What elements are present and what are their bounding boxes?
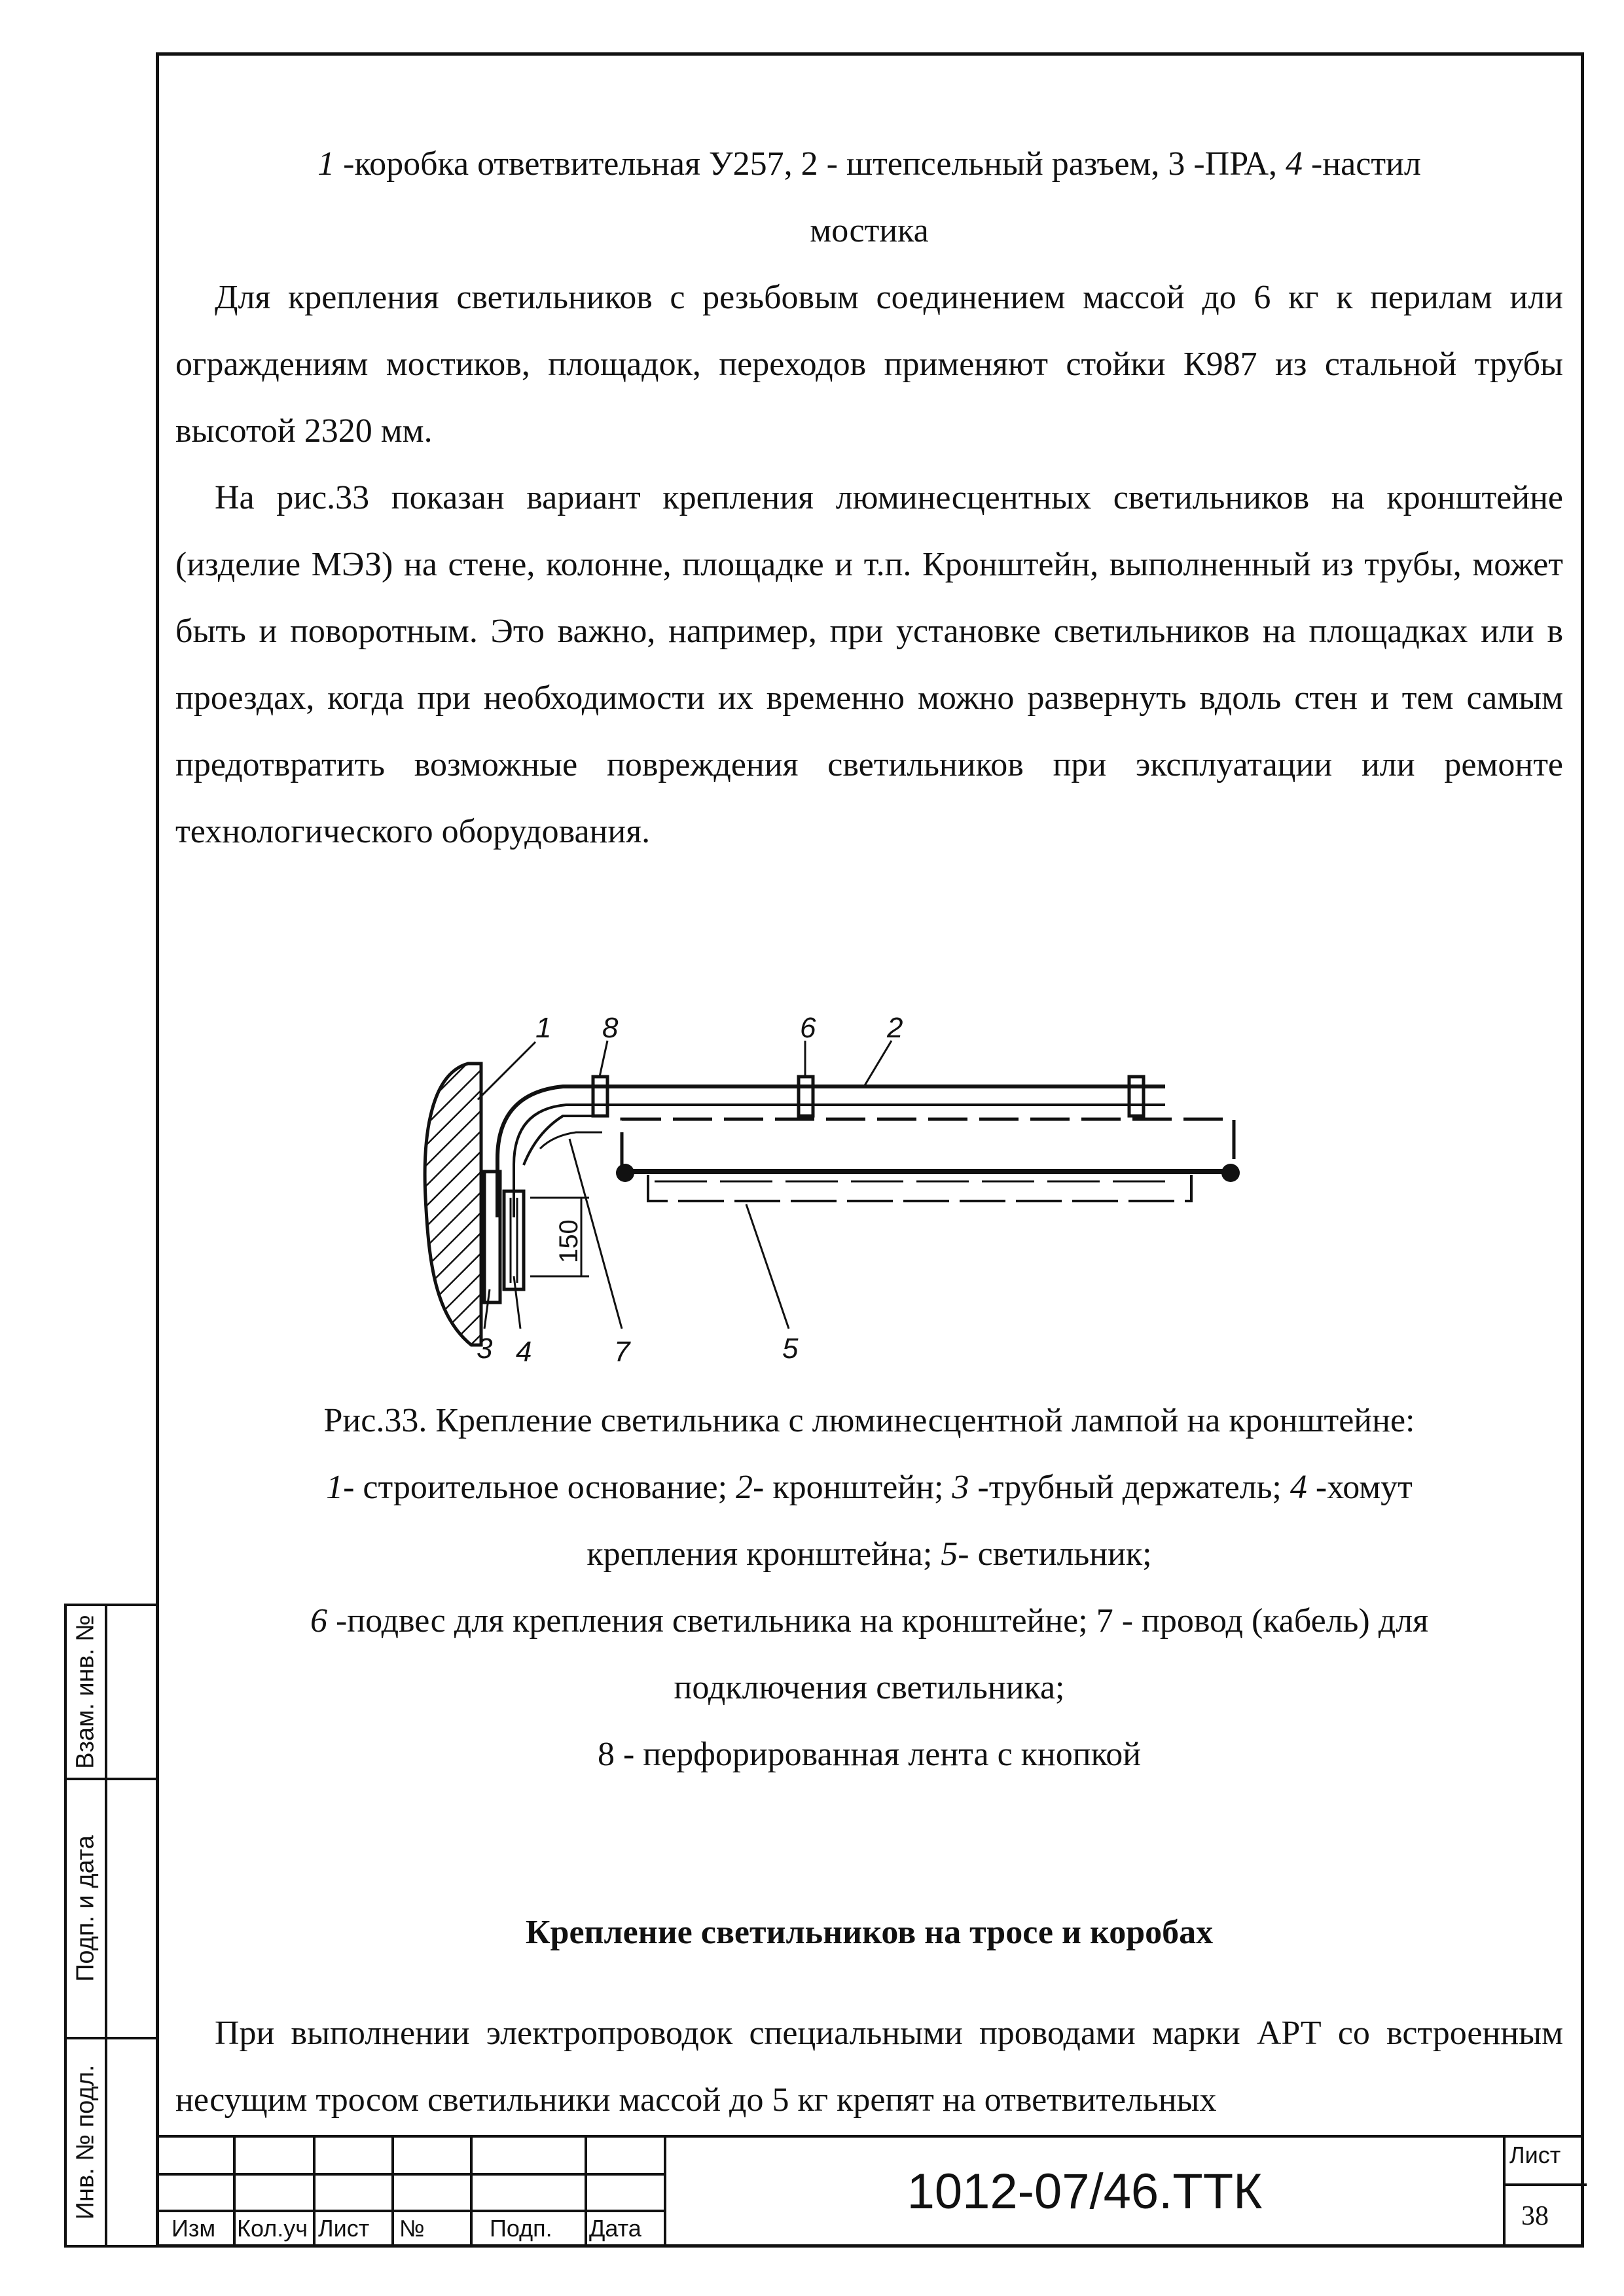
caption-line-2 (175, 1454, 1563, 1521)
legend-top-line-2: мостика (810, 212, 929, 249)
paragraph-1: Для крепления светильников с резьбовым соединением массой до 6 кг к перилам или ограждениям мостиков, площадок, переходов применяют стойки К987 из стальной трубы высотой 2320 мм. (175, 279, 1563, 450)
callout-1: 1 (535, 1012, 552, 1044)
legend-text-1: -коробка ответвительная У257, 2 - штепсельный разъем, 3 -ПРА, (334, 145, 1286, 183)
tb-head-kol: Кол.уч (237, 2215, 308, 2242)
side-label-vzam: Взам. инв. № (71, 1615, 99, 1769)
legend-num-1: 1 (317, 145, 335, 183)
sheet-label: Лист (1509, 2142, 1561, 2168)
callout-7: 7 (614, 1336, 630, 1368)
side-cell-inv (64, 2037, 156, 2248)
caption-num-5: 5 (941, 1535, 958, 1573)
callout-5: 5 (782, 1333, 799, 1365)
tb-head-izm: Изм (171, 2215, 216, 2242)
caption-num-3: 3 (952, 1469, 969, 1506)
caption-text-5: - светильник; (958, 1535, 1152, 1573)
text-body (175, 131, 1563, 865)
section-heading: Крепление светильников на тросе и коробах (525, 1914, 1214, 1951)
caption-num-6: 6 (310, 1602, 327, 1640)
callout-6: 6 (800, 1012, 816, 1044)
tb-head-num: № (399, 2215, 425, 2242)
paragraph-3: При выполнении электропроводок специальными проводами марки АРТ со встроенным несущим тросом светильники массой до 5 кг крепят на ответвительных (175, 2015, 1563, 2119)
tb-head-data: Дата (589, 2215, 641, 2242)
caption-num-1: 1 (326, 1469, 344, 1506)
caption-text-2: - кронштейн; (753, 1469, 952, 1506)
caption-line-6: 8 - перфорированная лента с кнопкой (597, 1736, 1142, 1773)
caption-line-3 (175, 1521, 1563, 1588)
side-label-podp: Подп. и дата (71, 1835, 99, 1982)
lower-section (175, 1865, 1563, 2134)
side-cell-podp (64, 1778, 156, 2039)
sheet-number: 38 (1521, 2201, 1549, 2231)
caption-title: Рис.33. Крепление светильника с люминесцентной лампой на кронштейне: (323, 1402, 1415, 1439)
tb-head-podp: Подп. (490, 2215, 552, 2242)
caption-text-3: -трубный держатель; (969, 1469, 1290, 1506)
tb-head-list: Лист (318, 2215, 370, 2242)
legend-top-line (175, 131, 1563, 198)
caption-num-4: 4 (1290, 1469, 1307, 1506)
legend-num-4: 4 (1286, 145, 1303, 183)
figure-caption (175, 1388, 1563, 1788)
callout-2: 2 (887, 1012, 903, 1044)
dimension-150: 150 (554, 1219, 583, 1263)
callout-4: 4 (516, 1336, 532, 1368)
figure-33-drawing (406, 1001, 1283, 1381)
title-block (156, 2135, 1584, 2248)
document-code: 1012-07/46.ТТК (907, 2163, 1263, 2219)
caption-text-l3: крепления кронштейна; (586, 1535, 941, 1573)
callout-8: 8 (602, 1012, 619, 1044)
caption-line-4 (175, 1588, 1563, 1655)
wall-base (425, 1064, 481, 1345)
luminaire-5 (622, 1119, 1234, 1172)
hanger-6 (799, 1077, 813, 1116)
paragraph-2: На рис.33 показан вариант крепления люминесцентных светильников на кронштейне (изделие МЭЗ) на стене, колонне, площадке и т.п. Кронштейн, выполненный из трубы, может быть и поворотным. Это важно, например, при установке светильников на площадках или в проездах, когда при необходимости их временно можно развернуть вдоль стен и тем самым предотвратить возможные повреждения светильников при эксплуатации или ремонте технологического оборудования. (175, 479, 1563, 850)
legend-text-4: -настил (1303, 145, 1421, 183)
side-label-inv: Инв. № подл. (71, 2064, 99, 2220)
caption-text-4: -хомут (1307, 1469, 1413, 1506)
sheet-box (1503, 2135, 1584, 2248)
callout-3: 3 (477, 1333, 493, 1365)
caption-num-2: 2 (736, 1469, 753, 1506)
side-cell-vzam (64, 1604, 156, 1780)
caption-line-5: подключения светильника; (674, 1669, 1065, 1706)
side-stamp (64, 1604, 156, 2248)
caption-text-1: - строительное основание; (343, 1469, 736, 1506)
perforated-tape-8 (593, 1077, 607, 1116)
caption-text-6: -подвес для крепления светильника на кронштейне; 7 - провод (кабель) для (327, 1602, 1429, 1640)
